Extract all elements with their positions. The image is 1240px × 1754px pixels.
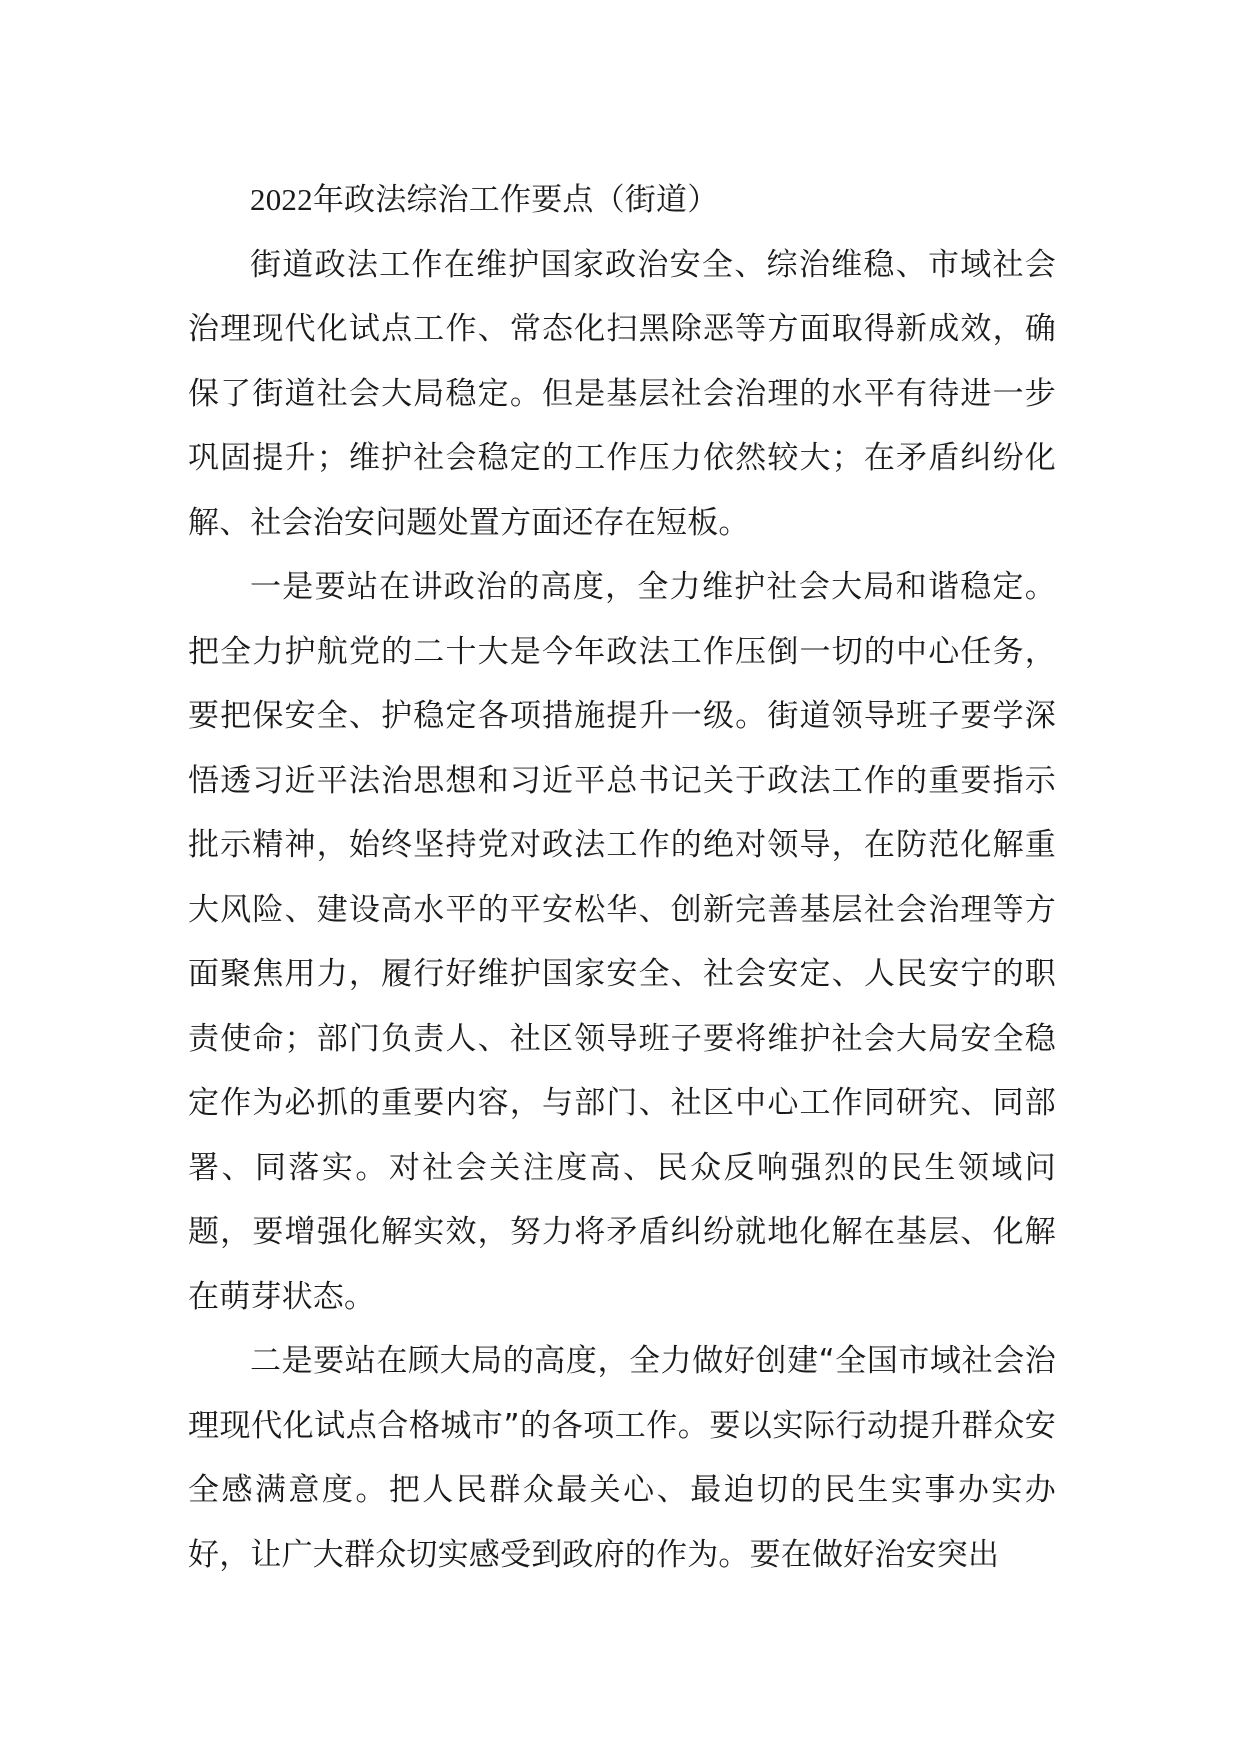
title-year: 2022 (250, 182, 313, 217)
document-body (188, 168, 1056, 1587)
paragraph-point-two: 二是要站在顾大局的高度，全力做好创建“全国市域社会治理现代化试点合格城市”的各项工作。要以实际行动提升群众安全感满意度。把人民群众最关心、最迫切的民生实事办实办好，让广大群众切实感受到政府的作为。要在做好治安突出 (188, 1343, 1056, 1573)
document-title (188, 168, 1056, 233)
title-text: 年政法综治工作要点（街道） (312, 182, 719, 218)
paragraph-point-one: 一是要站在讲政治的高度，全力维护社会大局和谐稳定。把全力护航党的二十大是今年政法工作压倒一切的中心任务，要把保安全、护稳定各项措施提升一级。街道领导班子要学深悟透习近平法治思想和习近平总书记关于政法工作的重要指示批示精神，始终坚持党对政法工作的绝对领导，在防范化解重大风险、建设高水平的平安松华、创新完善基层社会治理等方面聚焦用力，履行好维护国家安全、社会安定、人民安宁的职责使命；部门负责人、社区领导班子要将维护社会大局安全稳定作为必抓的重要内容，与部门、社区中心工作同研究、同部署、同落实。对社会关注度高、民众反响强烈的民生领域问题，要增强化解实效，努力将矛盾纠纷就地化解在基层、化解在萌芽状态。 (188, 569, 1056, 1315)
paragraph-intro: 街道政法工作在维护国家政治安全、综治维稳、市域社会治理现代化试点工作、常态化扫黑除恶等方面取得新成效，确保了街道社会大局稳定。但是基层社会治理的水平有待进一步巩固提升；维护社会稳定的工作压力依然较大；在矛盾纠纷化解、社会治安问题处置方面还存在短板。 (188, 246, 1056, 541)
